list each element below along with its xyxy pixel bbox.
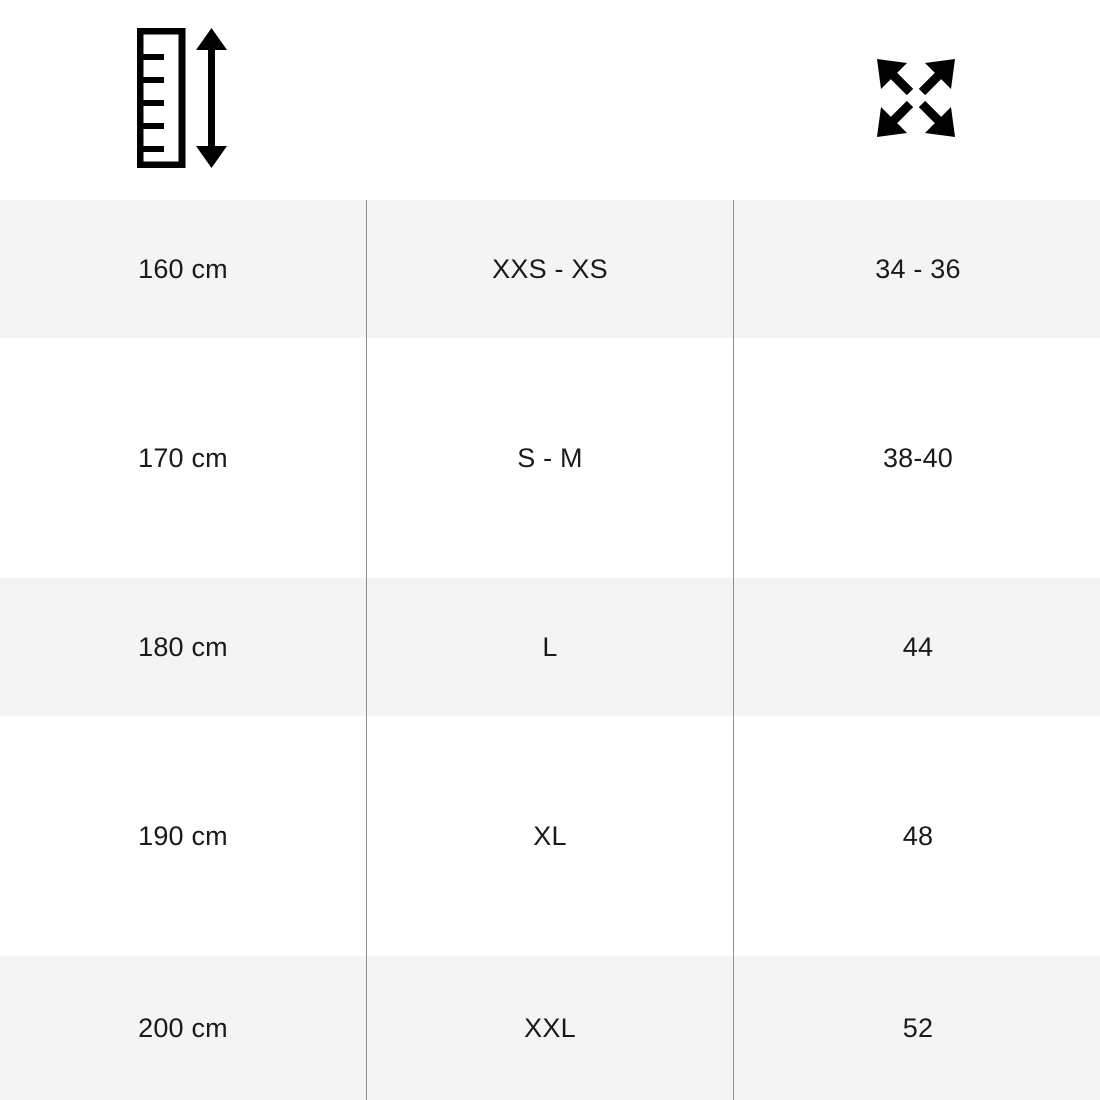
table-row bbox=[0, 956, 1100, 1100]
cell-letter-size: XXS - XS bbox=[367, 200, 734, 338]
resize-arrows-icon bbox=[873, 55, 959, 146]
cell-numeric-size: 38-40 bbox=[734, 338, 1100, 578]
cell-height: 190 cm bbox=[0, 716, 367, 956]
cell-numeric-size: 44 bbox=[734, 578, 1100, 716]
header-cell-height bbox=[0, 0, 366, 200]
cell-numeric-size: 48 bbox=[734, 716, 1100, 956]
table-row bbox=[0, 716, 1100, 956]
cell-letter-size: XL bbox=[367, 716, 734, 956]
cell-letter-size: L bbox=[367, 578, 734, 716]
cell-letter-size: XXL bbox=[367, 956, 734, 1100]
cell-height: 170 cm bbox=[0, 338, 367, 578]
cell-numeric-size: 52 bbox=[734, 956, 1100, 1100]
header-cell-numeric-size bbox=[732, 0, 1100, 200]
table-row bbox=[0, 200, 1100, 338]
header-cell-letter-size bbox=[366, 0, 732, 200]
ruler-height-icon bbox=[137, 28, 229, 173]
cell-height: 200 cm bbox=[0, 956, 367, 1100]
chart-header bbox=[0, 0, 1100, 200]
cell-height: 160 cm bbox=[0, 200, 367, 338]
cell-height: 180 cm bbox=[0, 578, 367, 716]
table-row bbox=[0, 578, 1100, 716]
cell-numeric-size: 34 - 36 bbox=[734, 200, 1100, 338]
table-row bbox=[0, 338, 1100, 578]
cell-letter-size: S - M bbox=[367, 338, 734, 578]
size-table bbox=[0, 200, 1100, 1100]
